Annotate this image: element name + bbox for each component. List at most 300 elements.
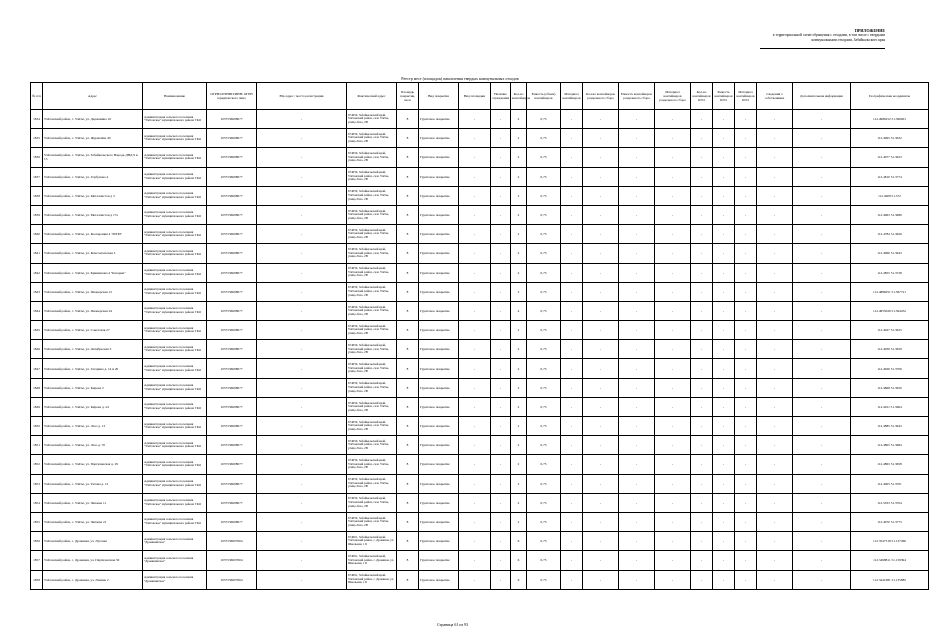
- column-header: Сведения о собственнике: [757, 83, 793, 110]
- kgo-material-cell: -: [735, 186, 757, 205]
- area-cell: 8: [397, 301, 419, 320]
- legal-address-cell: -: [257, 397, 347, 416]
- separate-material-cell: -: [655, 417, 691, 436]
- address-cell: Улётовский район, с. Улёты, ул. Пионерская 12: [43, 282, 143, 301]
- site-type-cell: -: [459, 167, 491, 186]
- extra-info-cell: -: [793, 110, 851, 129]
- organization-cell: Администрация сельского поселения "Улётовское" муниципального района ТКО: [143, 455, 207, 474]
- site-type-cell: -: [459, 493, 491, 512]
- table-row: [31, 340, 929, 359]
- separate-count-cell: -: [583, 225, 619, 244]
- container-count-cell: 2: [511, 282, 527, 301]
- area-cell: 8: [397, 474, 419, 493]
- coordinates-cell: 112.3547518 51.137460: [851, 532, 929, 551]
- container-count-cell: 2: [511, 225, 527, 244]
- site-type-cell: -: [459, 436, 491, 455]
- kgo-volume-cell: -: [713, 225, 735, 244]
- container-count-cell: 2: [511, 244, 527, 263]
- coordinates-cell: 112.4855026 51.364452: [851, 301, 929, 320]
- container-volume-cell: 0,75: [527, 532, 561, 551]
- fence-cell: -: [491, 129, 511, 148]
- row-number-cell: 1855: [31, 512, 43, 531]
- table-row: [31, 436, 929, 455]
- separate-volume-cell: -: [619, 205, 655, 224]
- cover-type-cell: Грунтовое покрытие: [419, 455, 459, 474]
- separate-count-cell: -: [583, 186, 619, 205]
- kgo-material-cell: -: [735, 493, 757, 512]
- actual-address-cell: 674061, Забайкальский край, Улётовский район, с. Дровяная, ул. Школьная, 1 Б: [347, 551, 397, 570]
- row-number-cell: 1841: [31, 244, 43, 263]
- container-volume-cell: 0,75: [527, 493, 561, 512]
- container-volume-cell: 0,75: [527, 301, 561, 320]
- separate-count-cell: -: [583, 282, 619, 301]
- row-number-cell: 1834: [31, 110, 43, 129]
- fence-cell: -: [491, 359, 511, 378]
- address-cell: Улётовский район, с. Улёты, ул. Державина 10: [43, 110, 143, 129]
- separate-volume-cell: -: [619, 186, 655, 205]
- address-cell: Улётовский район, с. Улёты, ул. Забайкальского Народа-ДНД 9 и 15: [43, 148, 143, 167]
- kgo-count-cell: -: [691, 436, 713, 455]
- kgo-count-cell: -: [691, 186, 713, 205]
- legal-address-cell: -: [257, 167, 347, 186]
- owner-cell: -: [757, 282, 793, 301]
- actual-address-cell: 674050, Забайкальский край, Улётовский район, село Улёты, улица Лазо, 2В: [347, 417, 397, 436]
- site-type-cell: -: [459, 570, 491, 589]
- column-header: Материал контейнеров: [561, 83, 583, 110]
- kgo-material-cell: -: [735, 436, 757, 455]
- ogrn-cell: 1057536008077: [207, 301, 257, 320]
- separate-count-cell: -: [583, 551, 619, 570]
- extra-info-cell: -: [793, 512, 851, 531]
- row-number-cell: 1843: [31, 282, 43, 301]
- area-cell: 8: [397, 321, 419, 340]
- ogrn-cell: 1057536008077: [207, 474, 257, 493]
- container-material-cell: -: [561, 551, 583, 570]
- coordinates-cell: 112.4977 51.3623: [851, 148, 929, 167]
- column-header: Кол-во контейнеров раздельного сбора: [583, 83, 619, 110]
- organization-cell: Администрация сельского поселения "Дровянинское": [143, 570, 207, 589]
- site-type-cell: -: [459, 321, 491, 340]
- kgo-material-cell: -: [735, 282, 757, 301]
- header-divider: [760, 48, 885, 49]
- fence-cell: -: [491, 321, 511, 340]
- table-row: [31, 417, 929, 436]
- kgo-material-cell: -: [735, 570, 757, 589]
- table-row: [31, 148, 929, 167]
- cover-type-cell: Грунтовое покрытие: [419, 205, 459, 224]
- table-row: [31, 282, 929, 301]
- container-volume-cell: 0,75: [527, 551, 561, 570]
- kgo-count-cell: -: [691, 225, 713, 244]
- separate-material-cell: -: [655, 110, 691, 129]
- kgo-material-cell: -: [735, 321, 757, 340]
- organization-cell: Администрация сельского поселения "Улётовское" муниципального района ТКО: [143, 417, 207, 436]
- table-row: [31, 532, 929, 551]
- cover-type-cell: Грунтовое покрытие: [419, 225, 459, 244]
- address-cell: Улётовский район, с. Улёты, ул. Советская 27: [43, 321, 143, 340]
- organization-cell: Администрация сельского поселения "Улётовское" муниципального района ТКО: [143, 167, 207, 186]
- container-volume-cell: 0,75: [527, 570, 561, 589]
- site-type-cell: -: [459, 378, 491, 397]
- container-volume-cell: 0,75: [527, 167, 561, 186]
- legal-address-cell: -: [257, 282, 347, 301]
- organization-cell: Администрация сельского поселения "Улётовское" муниципального района ТКО: [143, 301, 207, 320]
- cover-type-cell: Грунтовое покрытие: [419, 282, 459, 301]
- separate-material-cell: -: [655, 532, 691, 551]
- actual-address-cell: 674050, Забайкальский край, Улётовский район, село Улёты, улица Лазо, 2В: [347, 436, 397, 455]
- coordinates-cell: 112.3498811 51.139394: [851, 551, 929, 570]
- area-cell: 8: [397, 493, 419, 512]
- organization-cell: Администрация сельского поселения "Улётовское" муниципального района ТКО: [143, 378, 207, 397]
- owner-cell: -: [757, 205, 793, 224]
- kgo-count-cell: -: [691, 397, 713, 416]
- coordinates-cell: 112.4863 51.3658: [851, 455, 929, 474]
- table-row: [31, 512, 929, 531]
- separate-material-cell: -: [655, 301, 691, 320]
- fence-cell: -: [491, 378, 511, 397]
- extra-info-cell: -: [793, 417, 851, 436]
- site-type-cell: -: [459, 205, 491, 224]
- container-material-cell: -: [561, 340, 583, 359]
- area-cell: 8: [397, 205, 419, 224]
- address-cell: Улётовский район, с. Улёты, ул. Партизанская д. 29: [43, 455, 143, 474]
- kgo-material-cell: -: [735, 263, 757, 282]
- fence-cell: -: [491, 244, 511, 263]
- container-material-cell: -: [561, 110, 583, 129]
- row-number-cell: 1857: [31, 551, 43, 570]
- address-cell: Улётовский район, с. Улёты, ул. Кооперация 4 "МТМ": [43, 225, 143, 244]
- row-number-cell: 1852: [31, 455, 43, 474]
- container-count-cell: 6: [511, 532, 527, 551]
- ogrn-cell: 1057536007604: [207, 570, 257, 589]
- fence-cell: -: [491, 512, 511, 531]
- table-row: [31, 570, 929, 589]
- site-type-cell: -: [459, 359, 491, 378]
- separate-material-cell: -: [655, 225, 691, 244]
- cover-type-cell: Грунтовое покрытие: [419, 417, 459, 436]
- appendix-header: [683, 29, 885, 42]
- separate-volume-cell: -: [619, 474, 655, 493]
- separate-volume-cell: -: [619, 436, 655, 455]
- coordinates-cell: 112.4886051 51.367721: [851, 282, 929, 301]
- ogrn-cell: 1057536008077: [207, 110, 257, 129]
- kgo-material-cell: -: [735, 301, 757, 320]
- separate-count-cell: -: [583, 340, 619, 359]
- column-header: Материал контейнеров КГО: [735, 83, 757, 110]
- kgo-material-cell: -: [735, 474, 757, 493]
- kgo-volume-cell: -: [713, 205, 735, 224]
- separate-count-cell: -: [583, 455, 619, 474]
- organization-cell: Администрация сельского поселения "Улётовское" муниципального района ТКО: [143, 436, 207, 455]
- column-header: Кол-во контейнеров: [511, 83, 527, 110]
- fence-cell: -: [491, 205, 511, 224]
- row-number-cell: 1836: [31, 148, 43, 167]
- address-cell: Улётовский район, с. Дровяная, ул. Партизанская 30: [43, 551, 143, 570]
- owner-cell: -: [757, 225, 793, 244]
- cover-type-cell: Грунтовое покрытие: [419, 167, 459, 186]
- separate-material-cell: -: [655, 436, 691, 455]
- column-header: Наименование: [143, 83, 207, 110]
- row-number-cell: 1845: [31, 321, 43, 340]
- container-material-cell: -: [561, 186, 583, 205]
- site-type-cell: -: [459, 282, 491, 301]
- kgo-count-cell: -: [691, 551, 713, 570]
- container-count-cell: 2: [511, 186, 527, 205]
- legal-address-cell: -: [257, 378, 347, 397]
- row-number-cell: 1858: [31, 570, 43, 589]
- kgo-volume-cell: -: [713, 532, 735, 551]
- ogrn-cell: 1057536008077: [207, 493, 257, 512]
- kgo-volume-cell: -: [713, 340, 735, 359]
- site-type-cell: -: [459, 551, 491, 570]
- coordinates-cell: 112.4926 51.3709: [851, 359, 929, 378]
- kgo-count-cell: -: [691, 417, 713, 436]
- table-row: [31, 167, 929, 186]
- extra-info-cell: -: [793, 474, 851, 493]
- table-row: [31, 474, 929, 493]
- coordinates-cell: 112.4805 51.3684: [851, 436, 929, 455]
- address-cell: Улётовский район, с. Улёты, ул. Журавлёва 40: [43, 129, 143, 148]
- owner-cell: -: [757, 512, 793, 531]
- cover-type-cell: Грунтовое покрытие: [419, 186, 459, 205]
- area-cell: 8: [397, 110, 419, 129]
- column-header: Вид площадки: [459, 83, 491, 110]
- table-row: [31, 129, 929, 148]
- address-cell: Улётовский район, с. Улёты, ул. Гагарина д. 14 и 20: [43, 359, 143, 378]
- site-type-cell: -: [459, 455, 491, 474]
- site-type-cell: -: [459, 110, 491, 129]
- table-row: [31, 244, 929, 263]
- legal-address-cell: -: [257, 532, 347, 551]
- ogrn-cell: 1057536008077: [207, 378, 257, 397]
- separate-count-cell: -: [583, 167, 619, 186]
- ogrn-cell: 1057536008077: [207, 167, 257, 186]
- row-number-cell: 1842: [31, 263, 43, 282]
- coordinates-cell: 112.4966 51.3643: [851, 244, 929, 263]
- kgo-volume-cell: -: [713, 129, 735, 148]
- separate-volume-cell: -: [619, 282, 655, 301]
- container-count-cell: 2: [511, 397, 527, 416]
- cover-type-cell: Грунтовое покрытие: [419, 532, 459, 551]
- area-cell: 8: [397, 129, 419, 148]
- extra-info-cell: -: [793, 436, 851, 455]
- site-type-cell: -: [459, 129, 491, 148]
- extra-info-cell: -: [793, 397, 851, 416]
- separate-count-cell: -: [583, 570, 619, 589]
- coordinates-cell: 112.4963 51.3689: [851, 205, 929, 224]
- appendix-title: ПРИЛОЖЕНИЕ: [854, 28, 885, 33]
- area-cell: 8: [397, 397, 419, 416]
- area-cell: 8: [397, 263, 419, 282]
- legal-address-cell: -: [257, 225, 347, 244]
- extra-info-cell: -: [793, 532, 851, 551]
- cover-type-cell: Грунтовое покрытие: [419, 110, 459, 129]
- coordinates-cell: 112.4927 51.3625: [851, 321, 929, 340]
- kgo-count-cell: -: [691, 301, 713, 320]
- coordinates-cell: 112.4810 51.3774: [851, 167, 929, 186]
- ogrn-cell: 1057536008077: [207, 455, 257, 474]
- container-material-cell: -: [561, 436, 583, 455]
- legal-address-cell: -: [257, 455, 347, 474]
- kgo-volume-cell: -: [713, 110, 735, 129]
- table-header-row: [31, 83, 929, 110]
- ogrn-cell: 1057536007604: [207, 532, 257, 551]
- area-cell: 8: [397, 532, 419, 551]
- container-count-cell: 2: [511, 378, 527, 397]
- owner-cell: -: [757, 244, 793, 263]
- column-header: Дополнительная информация: [793, 83, 851, 110]
- coordinates-cell: 112.4855 51.3728: [851, 263, 929, 282]
- container-count-cell: 2: [511, 493, 527, 512]
- legal-address-cell: -: [257, 436, 347, 455]
- kgo-volume-cell: -: [713, 301, 735, 320]
- organization-cell: Администрация сельского поселения "Дровянинское": [143, 532, 207, 551]
- kgo-material-cell: -: [735, 512, 757, 531]
- fence-cell: -: [491, 186, 511, 205]
- container-material-cell: -: [561, 301, 583, 320]
- kgo-count-cell: -: [691, 263, 713, 282]
- coordinates-cell: 112.4905 51.3701: [851, 474, 929, 493]
- fence-cell: -: [491, 455, 511, 474]
- fence-cell: -: [491, 282, 511, 301]
- kgo-volume-cell: -: [713, 167, 735, 186]
- kgo-count-cell: -: [691, 148, 713, 167]
- column-header: ОГРН/ОГРНИП/ИНН/ ОГРН юридического лица: [207, 83, 257, 110]
- actual-address-cell: 674050, Забайкальский край, Улётовский район, село Улёты, улица Лазо, 2В: [347, 205, 397, 224]
- organization-cell: Администрация сельского поселения "Улётовское" муниципального района ТКО: [143, 321, 207, 340]
- container-volume-cell: 0,75: [527, 512, 561, 531]
- legal-address-cell: -: [257, 474, 347, 493]
- fence-cell: -: [491, 167, 511, 186]
- row-number-cell: 1849: [31, 397, 43, 416]
- container-count-cell: 6: [511, 551, 527, 570]
- table-row: [31, 551, 929, 570]
- container-material-cell: -: [561, 570, 583, 589]
- cover-type-cell: Грунтовое покрытие: [419, 436, 459, 455]
- ogrn-cell: 1057536008077: [207, 512, 257, 531]
- container-material-cell: -: [561, 148, 583, 167]
- container-volume-cell: 0,75: [527, 417, 561, 436]
- owner-cell: -: [757, 186, 793, 205]
- organization-cell: Администрация сельского поселения "Улётовское" муниципального района ТКО: [143, 512, 207, 531]
- address-cell: Улётовский район, с. Улёты, ул. Кирова 2: [43, 378, 143, 397]
- kgo-count-cell: -: [691, 205, 713, 224]
- separate-count-cell: -: [583, 474, 619, 493]
- separate-material-cell: -: [655, 340, 691, 359]
- kgo-material-cell: -: [735, 167, 757, 186]
- separate-volume-cell: -: [619, 455, 655, 474]
- container-volume-cell: 0,75: [527, 110, 561, 129]
- container-volume-cell: 0,75: [527, 397, 561, 416]
- fence-cell: -: [491, 225, 511, 244]
- kgo-material-cell: -: [735, 129, 757, 148]
- ogrn-cell: 1057536008077: [207, 340, 257, 359]
- separate-count-cell: -: [583, 244, 619, 263]
- extra-info-cell: -: [793, 359, 851, 378]
- kgo-count-cell: -: [691, 129, 713, 148]
- container-material-cell: -: [561, 205, 583, 224]
- kgo-material-cell: -: [735, 110, 757, 129]
- site-type-cell: -: [459, 512, 491, 531]
- cover-type-cell: Грунтовое покрытие: [419, 493, 459, 512]
- kgo-volume-cell: -: [713, 570, 735, 589]
- ogrn-cell: 1057536008077: [207, 186, 257, 205]
- organization-cell: Администрация сельского поселения "Улётовское" муниципального района ТКО: [143, 186, 207, 205]
- actual-address-cell: 674050, Забайкальский край, Улётовский район, село Улёты, улица Лазо, 2В: [347, 244, 397, 263]
- owner-cell: -: [757, 493, 793, 512]
- organization-cell: Администрация сельского поселения "Дровянинское": [143, 551, 207, 570]
- area-cell: 8: [397, 436, 419, 455]
- organization-cell: Администрация сельского поселения "Улётовское" муниципального района ТКО: [143, 359, 207, 378]
- separate-material-cell: -: [655, 493, 691, 512]
- container-count-cell: 4: [511, 301, 527, 320]
- actual-address-cell: 674050, Забайкальский край, Улётовский район, село Улёты, улица Лазо, 2В: [347, 167, 397, 186]
- legal-address-cell: -: [257, 570, 347, 589]
- owner-cell: -: [757, 129, 793, 148]
- table-row: [31, 493, 929, 512]
- cover-type-cell: Грунтовое покрытие: [419, 474, 459, 493]
- owner-cell: -: [757, 359, 793, 378]
- separate-material-cell: -: [655, 378, 691, 397]
- kgo-count-cell: -: [691, 493, 713, 512]
- kgo-volume-cell: -: [713, 455, 735, 474]
- container-material-cell: -: [561, 129, 583, 148]
- column-header: Площадь покрытия, кв.м: [397, 83, 419, 110]
- legal-address-cell: -: [257, 129, 347, 148]
- site-type-cell: -: [459, 397, 491, 416]
- container-count-cell: 2: [511, 129, 527, 148]
- separate-count-cell: -: [583, 493, 619, 512]
- address-cell: Улётовский район, с. Улёты, ул. Октябрьская 3: [43, 340, 143, 359]
- legal-address-cell: -: [257, 110, 347, 129]
- kgo-material-cell: -: [735, 244, 757, 263]
- container-material-cell: -: [561, 493, 583, 512]
- owner-cell: -: [757, 321, 793, 340]
- table-row: [31, 321, 929, 340]
- actual-address-cell: 674050, Забайкальский край, Улётовский район, село Улёты, улица Лазо, 2В: [347, 129, 397, 148]
- address-cell: Улётовский район, с. Улёты, ул. Титова д. 12: [43, 474, 143, 493]
- container-volume-cell: 0,75: [527, 340, 561, 359]
- separate-count-cell: -: [583, 436, 619, 455]
- ogrn-cell: 1057536008077: [207, 436, 257, 455]
- ogrn-cell: 1057536008077: [207, 282, 257, 301]
- row-number-cell: 1854: [31, 493, 43, 512]
- ogrn-cell: 1057536008077: [207, 205, 257, 224]
- separate-count-cell: -: [583, 397, 619, 416]
- document-title: Реестр мест (площадок) накопления твердых коммунальных отходов: [401, 76, 519, 81]
- kgo-volume-cell: -: [713, 397, 735, 416]
- separate-volume-cell: -: [619, 321, 655, 340]
- organization-cell: Администрация сельского поселения "Улётовское" муниципального района ТКО: [143, 129, 207, 148]
- coordinates-cell: 112.5033 51.3704: [851, 493, 929, 512]
- kgo-count-cell: -: [691, 474, 713, 493]
- container-volume-cell: 0,75: [527, 148, 561, 167]
- container-volume-cell: 0,75: [527, 186, 561, 205]
- row-number-cell: 1846: [31, 340, 43, 359]
- area-cell: 8: [397, 359, 419, 378]
- extra-info-cell: -: [793, 225, 851, 244]
- kgo-count-cell: -: [691, 244, 713, 263]
- cover-type-cell: Грунтовое покрытие: [419, 512, 459, 531]
- fence-cell: -: [491, 551, 511, 570]
- separate-volume-cell: -: [619, 110, 655, 129]
- container-material-cell: -: [561, 397, 583, 416]
- fence-cell: -: [491, 148, 511, 167]
- site-type-cell: -: [459, 263, 491, 282]
- container-volume-cell: 0,75: [527, 282, 561, 301]
- separate-material-cell: -: [655, 186, 691, 205]
- organization-cell: Администрация сельского поселения "Улётовское" муниципального района ТКО: [143, 493, 207, 512]
